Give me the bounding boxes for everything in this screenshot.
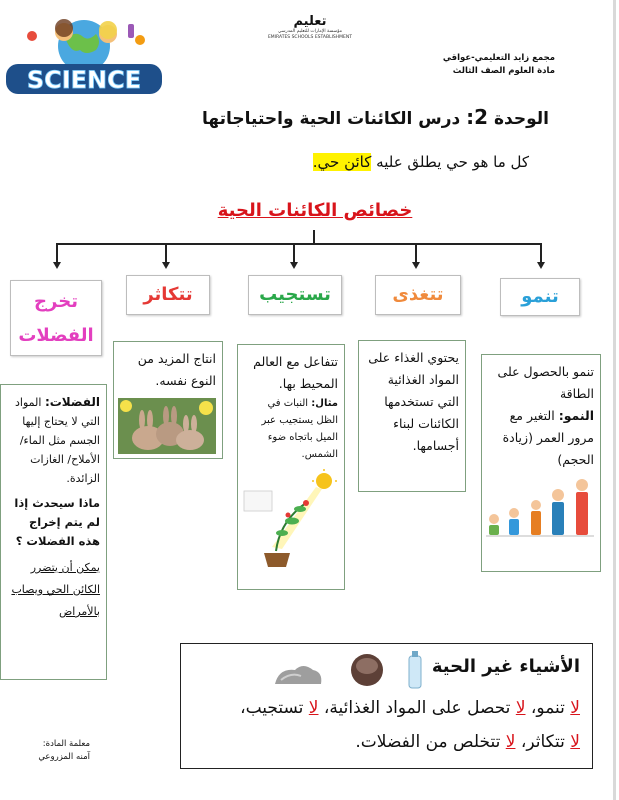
school-name: مجمع زايد التعليمي-عواقي (442, 53, 555, 63)
rabbits-icon (118, 398, 216, 454)
arrow-feed-icon (412, 262, 420, 269)
arrow-reproduce-icon (162, 262, 170, 269)
nonliving-respond: تستجيب، (240, 698, 304, 718)
nonliving-title: الأشياء غير الحية (431, 656, 580, 677)
respond-text: تتفاعل مع العالم المحيط بها. (253, 354, 338, 391)
arrow-waste-icon (53, 262, 61, 269)
reproduce-description (113, 341, 223, 459)
respond-example-term: مثال: (311, 398, 338, 409)
label-waste: تخرج الفضلات (10, 280, 102, 356)
label-reproduce: تتكاثر (126, 275, 210, 315)
intro-prefix: كل ما هو حي يطلق عليه (376, 153, 529, 171)
waste-answer: يمكن أن يتضرر الكائن الحي ويصاب بالأمراض (11, 561, 100, 618)
tree-drop-feed (415, 243, 417, 263)
logo-mark: تعليم (293, 14, 327, 29)
no-word: لا (570, 732, 580, 752)
no-word: لا (570, 698, 580, 718)
grow-description (481, 354, 601, 572)
tree-drop-waste (56, 243, 58, 263)
no-word: لا (505, 732, 516, 752)
nonliving-line2 (355, 732, 580, 752)
lesson-title (202, 105, 549, 129)
no-word: لا (515, 698, 526, 718)
unit-label: الوحدة (494, 109, 549, 129)
arrow-grow-icon (537, 262, 545, 269)
nonliving-line1 (240, 698, 580, 718)
intro-highlight: كائن حي. (312, 153, 372, 171)
nonliving-waste: تتخلص من الفضلات. (355, 732, 501, 752)
reproduce-text: انتاج المزيد من النوع نفسه. (137, 351, 216, 388)
section-title: خصائص الكائنات الحية (217, 200, 413, 221)
science-logo-text: SCIENCE (26, 66, 142, 94)
ministry-logo (255, 14, 365, 41)
respond-example: النبات في الظل يستجيب عبر الميل باتجاه ضوء الشمس. (261, 398, 338, 460)
lesson-name: درس الكائنات الحية واحتياجاتها (202, 109, 461, 129)
nonliving-grow: تنمو، (530, 698, 565, 718)
nonliving-objects-icon (269, 650, 439, 692)
no-word: لا (308, 698, 319, 718)
feed-description: يحتوي الغذاء على المواد الغذائية التي تستخدمها الكائنات لبناء أجسامها. (358, 340, 466, 492)
logo-arabic-text: مؤسسة الإمارات للتعليم المدرسي (278, 29, 342, 34)
grow-term: النمو: (558, 408, 594, 423)
waste-question: ماذا سيحدث إذا لم يتم إخراج هذه الفضلات ؟ (14, 496, 100, 548)
plant-sunlight-icon (242, 469, 338, 569)
respond-description (237, 344, 345, 590)
label-respond: تستجيب (248, 275, 342, 315)
teacher-credit (30, 738, 90, 764)
unit-number: 2: (466, 105, 489, 129)
waste-term: الفضلات: (44, 395, 100, 409)
tree-branch (56, 243, 541, 245)
intro-sentence (313, 153, 529, 171)
nonliving-box (180, 643, 593, 769)
waste-definition: المواد التي لا يحتاج إليها الجسم مثل الماء/الأملاح/ الغازات الزائدة. (15, 396, 100, 485)
logo-english-text: EMIRATES SCHOOLS ESTABLISHMENT (267, 35, 353, 40)
growth-stages-icon (486, 475, 594, 539)
nonliving-nutrients: تحصل على المواد الغذائية، (323, 698, 511, 718)
teacher-name: آمنه المزروعي (38, 752, 90, 762)
subject-grade: مادة العلوم الصف الثالث (452, 66, 555, 76)
tree-drop-reproduce (165, 243, 167, 263)
waste-description (0, 384, 107, 680)
science-logo (4, 10, 164, 100)
tree-trunk (313, 230, 315, 244)
tree-drop-grow (540, 243, 542, 263)
school-info (375, 52, 555, 78)
tree-drop-respond (293, 243, 295, 263)
grow-text: تنمو بالحصول على الطاقة (497, 364, 594, 401)
arrow-respond-icon (290, 262, 298, 269)
label-grow: تنمو (500, 278, 580, 316)
nonliving-reproduce: تتكاثر، (520, 732, 565, 752)
label-feed: تتغذى (375, 275, 461, 315)
teacher-label: معلمة المادة: (42, 739, 90, 749)
grow-definition: التغير مع مرور العمر (زيادة الحجم) (502, 408, 594, 467)
